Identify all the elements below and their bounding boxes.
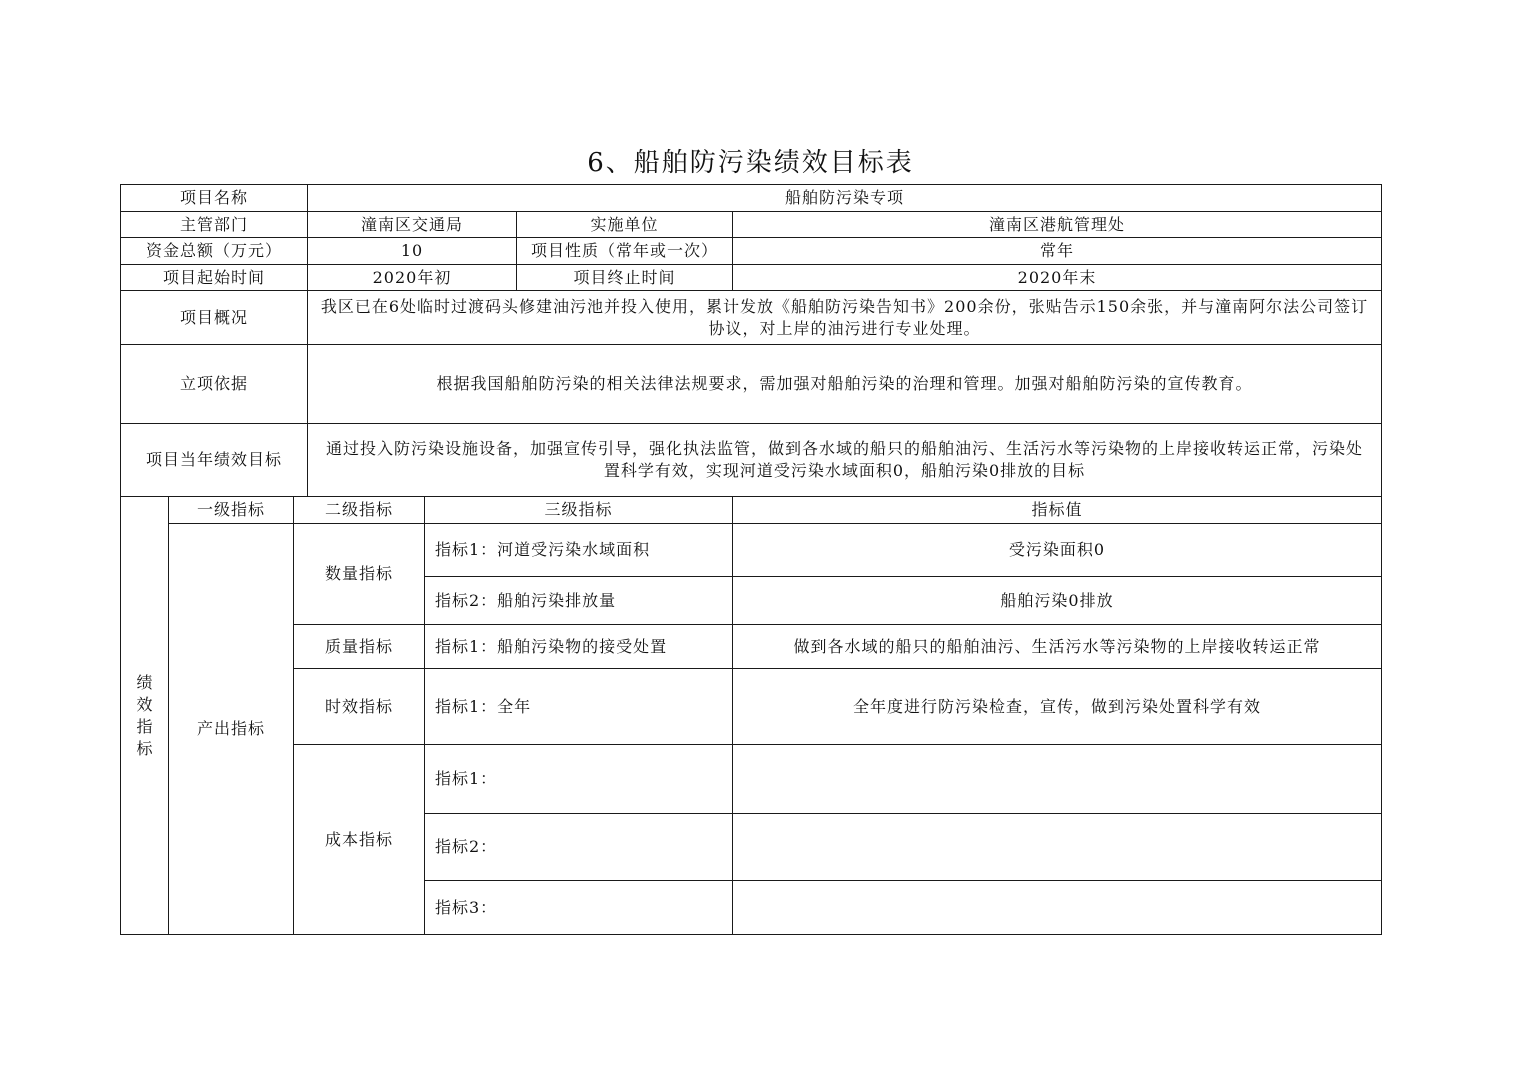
project-name-value: 船舶防污染专项 (308, 185, 1382, 212)
fund-value: 10 (308, 238, 517, 265)
table-row (121, 745, 1382, 814)
start-time-label: 项目起始时间 (121, 265, 308, 291)
indicator-section-label: 绩效指标 (136, 672, 153, 758)
cost-item-2-name: 指标2： (425, 814, 733, 881)
basis-label: 立项依据 (121, 345, 308, 424)
level1-output-label: 产出指标 (169, 524, 294, 935)
quantity-item-2-value: 船舶污染0排放 (733, 577, 1382, 625)
row-department (121, 212, 1382, 238)
cost-item-1-name: 指标1： (425, 745, 733, 814)
overview-text: 我区已在6处临时过渡码头修建油污池并投入使用，累计发放《船舶防污染告知书》200余份，张贴告示150余张，并与潼南阿尔法公司签订协议，对上岸的油污进行专业处理。 (308, 291, 1382, 345)
cost-indicator-label: 成本指标 (294, 745, 425, 935)
goal-label: 项目当年绩效目标 (121, 424, 308, 497)
implementer-label: 实施单位 (517, 212, 733, 238)
page-title: 6、船舶防污染绩效目标表 (587, 148, 914, 178)
row-indicator-headers (121, 497, 1382, 524)
quality-item-1-name: 指标1：船舶污染物的接受处置 (425, 625, 733, 669)
end-time-value: 2020年末 (733, 265, 1382, 291)
header-level1: 一级指标 (169, 497, 294, 524)
timeliness-item-1-value: 全年度进行防污染检查，宣传，做到污染处置科学有效 (733, 669, 1382, 745)
header-value: 指标值 (733, 497, 1382, 524)
row-goal (121, 424, 1382, 497)
cost-item-3-value (733, 881, 1382, 935)
header-level3: 三级指标 (425, 497, 733, 524)
implementer-value: 潼南区港航管理处 (733, 212, 1382, 238)
header-level2: 二级指标 (294, 497, 425, 524)
nature-label: 项目性质（常年或一次） (517, 238, 733, 265)
quantity-item-1-value: 受污染面积0 (733, 524, 1382, 577)
overview-label: 项目概况 (121, 291, 308, 345)
cost-item-2-value (733, 814, 1382, 881)
basis-text: 根据我国船舶防污染的相关法律法规要求，需加强对船舶污染的治理和管理。加强对船舶防污染的宣传教育。 (308, 345, 1382, 424)
quality-indicator-label: 质量指标 (294, 625, 425, 669)
table-row (121, 524, 1382, 577)
row-period (121, 265, 1382, 291)
timeliness-indicator-label: 时效指标 (294, 669, 425, 745)
cost-item-3-name: 指标3： (425, 881, 733, 935)
table-row (121, 669, 1382, 745)
quantity-item-1-name: 指标1：河道受污染水域面积 (425, 524, 733, 577)
cost-item-1-value (733, 745, 1382, 814)
nature-value: 常年 (733, 238, 1382, 265)
table-row (121, 625, 1382, 669)
timeliness-item-1-name: 指标1：全年 (425, 669, 733, 745)
row-project-name (121, 185, 1382, 212)
department-value: 潼南区交通局 (308, 212, 517, 238)
row-fund (121, 238, 1382, 265)
quality-item-1-value: 做到各水域的船只的船舶油污、生活污水等污染物的上岸接收转运正常 (733, 625, 1382, 669)
row-basis (121, 345, 1382, 424)
indicator-section-label-cell (121, 497, 169, 935)
department-label: 主管部门 (121, 212, 308, 238)
end-time-label: 项目终止时间 (517, 265, 733, 291)
quantity-item-2-name: 指标2：船舶污染排放量 (425, 577, 733, 625)
quantity-indicator-label: 数量指标 (294, 524, 425, 625)
fund-label: 资金总额（万元） (121, 238, 308, 265)
row-overview (121, 291, 1382, 345)
performance-target-table (120, 184, 1382, 935)
project-name-label: 项目名称 (121, 185, 308, 212)
start-time-value: 2020年初 (308, 265, 517, 291)
goal-text: 通过投入防污染设施设备，加强宣传引导，强化执法监管，做到各水域的船只的船舶油污、生活污水等污染物的上岸接收转运正常，污染处置科学有效，实现河道受污染水域面积0，船舶污染0排放的目标 (308, 424, 1382, 497)
